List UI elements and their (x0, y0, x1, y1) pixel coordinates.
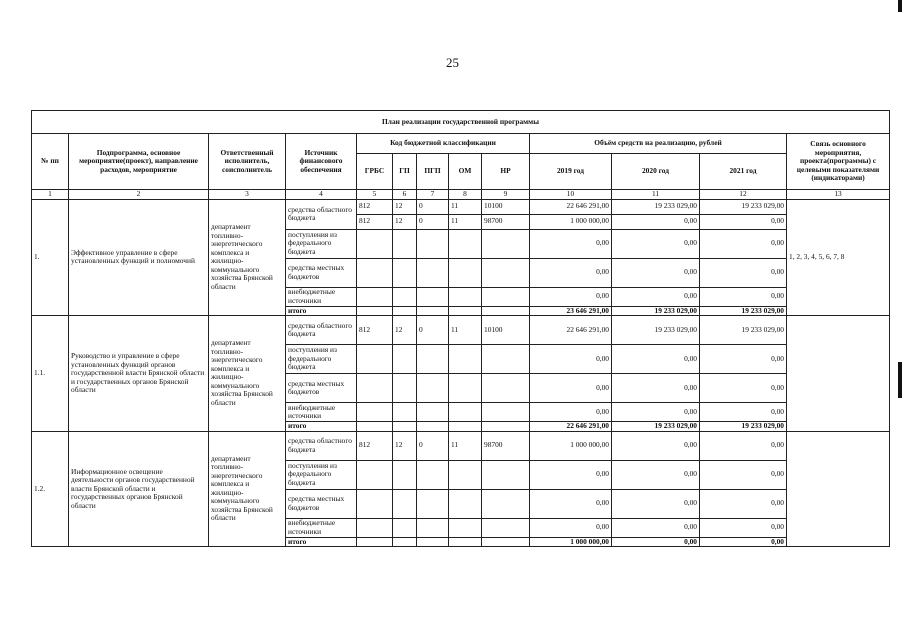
cell-pgp (417, 229, 449, 258)
header-source: Источник финансового обеспечения (286, 134, 357, 190)
row-link: 1, 2, 3, 4, 5, 6, 7, 8 (787, 199, 890, 316)
row-source: средства местных бюджетов (286, 258, 357, 287)
header-budget-code-group: Код бюджетной классификации (357, 134, 530, 154)
cell-om: 11 (449, 214, 482, 229)
cell-nr (482, 422, 530, 432)
cell-gp (393, 306, 417, 316)
row-number: 1.2. (32, 431, 69, 547)
cell-2020: 19 233 029,00 (612, 316, 700, 345)
column-index: 1 (32, 190, 69, 200)
cell-2020: 19 233 029,00 (612, 199, 700, 214)
cell-gp (393, 537, 417, 547)
table-title: План реализации государственной программы (32, 111, 890, 134)
cell-grbs (357, 345, 393, 374)
header-2019: 2019 год (530, 154, 612, 190)
header-executor: Ответственный исполнитель, соисполнитель (209, 134, 286, 190)
cell-nr (482, 537, 530, 547)
cell-2019: 0,00 (530, 403, 612, 422)
cell-pgp (417, 518, 449, 537)
cell-2021: 0,00 (700, 489, 787, 518)
cell-pgp (417, 403, 449, 422)
cell-nr: 10100 (482, 199, 530, 214)
cell-2019: 1 000 000,00 (530, 431, 612, 460)
cell-2020: 0,00 (612, 374, 700, 403)
cell-gp: 12 (393, 199, 417, 214)
row-executor: департамент топливно-энергетического комплекса и жилищно-коммунального хозяйства Брянской области (209, 431, 286, 547)
cell-nr (482, 229, 530, 258)
cell-pgp: 0 (417, 214, 449, 229)
row-link (787, 316, 890, 432)
cell-gp (393, 374, 417, 403)
cell-pgp (417, 287, 449, 306)
cell-2019: 22 646 291,00 (530, 316, 612, 345)
cell-om (449, 422, 482, 432)
cell-grbs (357, 229, 393, 258)
row-name: Информационное освещение деятельности органов государственной власти Брянской области и государственных органов Брянской области (69, 431, 209, 547)
cell-nr: 10100 (482, 316, 530, 345)
cell-om (449, 345, 482, 374)
row-number: 1. (32, 199, 69, 316)
cell-pgp: 0 (417, 316, 449, 345)
cell-2020: 0,00 (612, 229, 700, 258)
total-2021: 0,00 (700, 537, 787, 547)
row-link (787, 431, 890, 547)
header-program: Подпрограмма, основное мероприятие(проект), направление расходов, мероприятие (69, 134, 209, 190)
cell-grbs (357, 460, 393, 489)
total-2021: 19 233 029,00 (700, 306, 787, 316)
cell-gp (393, 258, 417, 287)
cell-2019: 22 646 291,00 (530, 199, 612, 214)
cell-nr (482, 403, 530, 422)
cell-2020: 0,00 (612, 518, 700, 537)
cell-2020: 0,00 (612, 214, 700, 229)
row-executor: департамент топливно-энергетического комплекса и жилищно-коммунального хозяйства Брянской области (209, 316, 286, 432)
cell-grbs (357, 489, 393, 518)
cell-pgp (417, 422, 449, 432)
header-2020: 2020 год (612, 154, 700, 190)
total-2019: 23 646 291,00 (530, 306, 612, 316)
total-2020: 19 233 029,00 (612, 306, 700, 316)
column-index: 3 (209, 190, 286, 200)
header-gp: ГП (393, 154, 417, 190)
cell-gp (393, 489, 417, 518)
cell-nr: 98700 (482, 431, 530, 460)
cell-2021: 0,00 (700, 403, 787, 422)
cell-2020: 0,00 (612, 287, 700, 306)
column-index: 11 (612, 190, 700, 200)
total-label: итого (286, 306, 357, 316)
total-2019: 22 646 291,00 (530, 422, 612, 432)
cell-om: 11 (449, 316, 482, 345)
row-source: средства местных бюджетов (286, 374, 357, 403)
total-2021: 19 233 029,00 (700, 422, 787, 432)
scan-edge-mark (898, 0, 902, 12)
cell-grbs: 812 (357, 431, 393, 460)
column-index: 6 (393, 190, 417, 200)
total-label: итого (286, 537, 357, 547)
cell-pgp (417, 374, 449, 403)
cell-2021: 0,00 (700, 258, 787, 287)
cell-nr (482, 489, 530, 518)
cell-nr (482, 258, 530, 287)
cell-om (449, 287, 482, 306)
cell-gp: 12 (393, 431, 417, 460)
total-2020: 19 233 029,00 (612, 422, 700, 432)
row-executor: департамент топливно-энергетического комплекса и жилищно-коммунального хозяйства Брянской области (209, 199, 286, 316)
cell-2019: 0,00 (530, 374, 612, 403)
cell-gp (393, 422, 417, 432)
cell-nr: 98700 (482, 214, 530, 229)
cell-2020: 0,00 (612, 345, 700, 374)
cell-nr (482, 345, 530, 374)
cell-pgp (417, 460, 449, 489)
cell-nr (482, 374, 530, 403)
cell-2021: 19 233 029,00 (700, 199, 787, 214)
cell-2021: 19 233 029,00 (700, 316, 787, 345)
cell-nr (482, 306, 530, 316)
cell-pgp (417, 537, 449, 547)
table-row (32, 431, 890, 460)
column-index: 7 (417, 190, 449, 200)
cell-gp (393, 518, 417, 537)
cell-om (449, 306, 482, 316)
cell-gp (393, 345, 417, 374)
header-amount-group: Объём средств на реализацию, рублей (530, 134, 787, 154)
cell-om (449, 460, 482, 489)
cell-grbs: 812 (357, 214, 393, 229)
cell-2019: 0,00 (530, 258, 612, 287)
row-source: средства областного бюджета (286, 431, 357, 460)
cell-nr (482, 287, 530, 306)
row-source: внебюджетные источники (286, 518, 357, 537)
cell-pgp (417, 345, 449, 374)
cell-2020: 0,00 (612, 489, 700, 518)
total-label: итого (286, 422, 357, 432)
column-index: 10 (530, 190, 612, 200)
cell-om (449, 518, 482, 537)
cell-2021: 0,00 (700, 431, 787, 460)
cell-2020: 0,00 (612, 258, 700, 287)
column-index: 2 (69, 190, 209, 200)
cell-om (449, 374, 482, 403)
row-source: средства местных бюджетов (286, 489, 357, 518)
cell-grbs: 812 (357, 316, 393, 345)
table-row (32, 316, 890, 345)
cell-om: 11 (449, 199, 482, 214)
cell-pgp: 0 (417, 199, 449, 214)
row-name: Руководство и управление в сфере установленных функций органов государственной власти Брянской области и государственных органов Брянской области (69, 316, 209, 432)
cell-grbs (357, 374, 393, 403)
cell-2019: 0,00 (530, 489, 612, 518)
row-source: поступления из федерального бюджета (286, 345, 357, 374)
cell-2019: 0,00 (530, 518, 612, 537)
cell-2021: 0,00 (700, 374, 787, 403)
cell-2019: 0,00 (530, 287, 612, 306)
cell-om (449, 537, 482, 547)
cell-grbs (357, 537, 393, 547)
row-name: Эффективное управление в сфере установленных функций и полномочий (69, 199, 209, 316)
row-source: средства областного бюджета (286, 199, 357, 229)
cell-grbs: 812 (357, 199, 393, 214)
column-index: 5 (357, 190, 393, 200)
cell-pgp: 0 (417, 431, 449, 460)
column-index: 12 (700, 190, 787, 200)
cell-grbs (357, 422, 393, 432)
header-nr: НР (482, 154, 530, 190)
cell-2019: 0,00 (530, 460, 612, 489)
column-index: 13 (787, 190, 890, 200)
header-2021: 2021 год (700, 154, 787, 190)
column-index: 8 (449, 190, 482, 200)
cell-2021: 0,00 (700, 518, 787, 537)
cell-nr (482, 460, 530, 489)
row-source: средства областного бюджета (286, 316, 357, 345)
header-grbs: ГРБС (357, 154, 393, 190)
cell-gp (393, 229, 417, 258)
cell-2019: 1 000 000,00 (530, 214, 612, 229)
cell-2021: 0,00 (700, 229, 787, 258)
header-om: ОМ (449, 154, 482, 190)
cell-om: 11 (449, 431, 482, 460)
cell-pgp (417, 489, 449, 518)
cell-pgp (417, 258, 449, 287)
total-2019: 1 000 000,00 (530, 537, 612, 547)
cell-om (449, 229, 482, 258)
row-number: 1.1. (32, 316, 69, 432)
header-link: Связь основного мероприятия, проекта(программы) с целевыми показателями (индикаторами) (787, 134, 890, 190)
row-source: внебюджетные источники (286, 287, 357, 306)
cell-gp: 12 (393, 316, 417, 345)
cell-2020: 0,00 (612, 460, 700, 489)
row-source: поступления из федерального бюджета (286, 229, 357, 258)
cell-om (449, 489, 482, 518)
cell-grbs (357, 258, 393, 287)
header-no: № пп (32, 134, 69, 190)
cell-grbs (357, 518, 393, 537)
cell-2020: 0,00 (612, 431, 700, 460)
cell-grbs (357, 306, 393, 316)
cell-grbs (357, 287, 393, 306)
cell-2021: 0,00 (700, 345, 787, 374)
cell-pgp (417, 306, 449, 316)
cell-2019: 0,00 (530, 229, 612, 258)
cell-om (449, 403, 482, 422)
header-pgp: ПГП (417, 154, 449, 190)
column-index: 9 (482, 190, 530, 200)
total-2020: 0,00 (612, 537, 700, 547)
cell-gp: 12 (393, 214, 417, 229)
cell-grbs (357, 403, 393, 422)
cell-gp (393, 460, 417, 489)
plan-table (31, 110, 890, 547)
cell-2021: 0,00 (700, 287, 787, 306)
cell-gp (393, 403, 417, 422)
cell-gp (393, 287, 417, 306)
scan-edge-mark (898, 362, 902, 398)
cell-2021: 0,00 (700, 214, 787, 229)
cell-om (449, 258, 482, 287)
column-index: 4 (286, 190, 357, 200)
cell-2019: 0,00 (530, 345, 612, 374)
row-source: внебюджетные источники (286, 403, 357, 422)
cell-2020: 0,00 (612, 403, 700, 422)
page-number: 25 (446, 55, 459, 70)
cell-2021: 0,00 (700, 460, 787, 489)
row-source: поступления из федерального бюджета (286, 460, 357, 489)
cell-nr (482, 518, 530, 537)
table-row (32, 199, 890, 214)
